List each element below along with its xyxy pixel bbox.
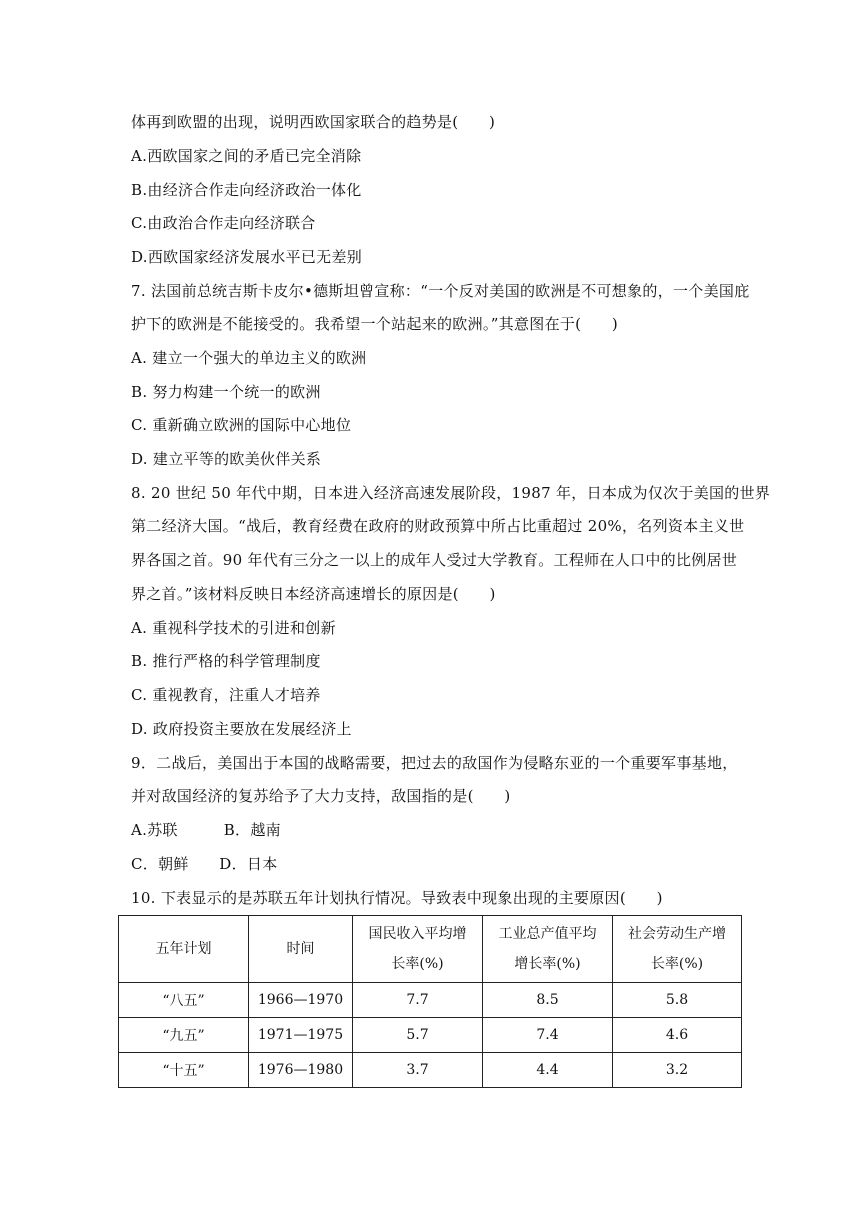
q6-option-c: C.由政治合作走向经济联合 (131, 214, 316, 232)
q6-stem-tail: 体再到欧盟的出现，说明西欧国家联合的趋势是( ) (131, 113, 496, 131)
table-cell: 7.4 (483, 1018, 613, 1053)
header-text: 国民收入平均增 (368, 926, 467, 942)
q9-stem-line-1: 9．二战后，美国出于本国的战略需要，把过去的敌国作为侵略东亚的一个重要军事基地， (131, 754, 738, 772)
q7-stem-line-2: 护下的欧洲是不能接受的。我希望一个站起来的欧洲。”其意图在于( ) (131, 315, 619, 333)
table-cell: 4.6 (613, 1018, 742, 1053)
table-cell: “十五” (119, 1053, 249, 1088)
table-row (119, 1053, 742, 1088)
table-cell: 1966—1970 (249, 983, 353, 1018)
q6-option-b: B.由经济合作走向经济政治一体化 (131, 181, 362, 199)
table-cell: 3.7 (353, 1053, 483, 1088)
q6-option-a: A.西欧国家之间的矛盾已完全消除 (131, 147, 362, 165)
q7-stem-line-1: 7. 法国前总统吉斯卡皮尔•德斯坦曾宣称：“一个反对美国的欧洲是不可想象的，一个美国庇 (131, 282, 750, 300)
q10-stem: 10. 下表显示的是苏联五年计划执行情况。导致表中现象出现的主要原因( ) (131, 889, 663, 907)
table-cell: “九五” (119, 1018, 249, 1053)
header-text: 工业总产值平均 (498, 926, 597, 942)
header-text: 时间 (286, 941, 315, 957)
header-text: 长率(%) (391, 956, 444, 972)
q8-stem-line-3: 界各国之首。90 年代有三分之一以上的成年人受过大学教育。工程师在人口中的比例居世 (131, 551, 738, 569)
table-cell: 3.2 (613, 1053, 742, 1088)
header-text: 五年计划 (155, 941, 212, 957)
table-row (119, 983, 742, 1018)
header-cell-period (249, 916, 353, 983)
table-cell: 5.7 (353, 1018, 483, 1053)
q9-options-ab: A.苏联 B．越南 (131, 821, 281, 839)
q7-option-a: A. 建立一个强大的单边主义的欧洲 (131, 349, 367, 367)
q9-options-cd: C．朝鲜 D．日本 (131, 855, 278, 873)
header-cell-labor-productivity (613, 916, 742, 983)
q9-stem-line-2: 并对敌国经济的复苏给予了大力支持，敌国指的是( ) (131, 787, 511, 805)
header-text: 增长率(%) (514, 956, 581, 972)
table-cell: 5.8 (613, 983, 742, 1018)
table-cell: 4.4 (483, 1053, 613, 1088)
table-cell: 7.7 (353, 983, 483, 1018)
header-text: 社会劳动生产增 (628, 926, 726, 942)
header-cell-national-income (353, 916, 483, 983)
q8-option-c: C. 重视教育，注重人才培养 (131, 686, 321, 704)
q8-option-a: A. 重视科学技术的引进和创新 (131, 619, 336, 637)
q8-stem-line-1: 8. 20 世纪 50 年代中期，日本进入经济高速发展阶段，1987 年，日本成为仅次于美国的世界 (131, 484, 771, 502)
header-cell-plan (119, 916, 249, 983)
table-cell: “八五” (119, 983, 249, 1018)
table-header-row (119, 916, 742, 983)
q8-option-d: D. 政府投资主要放在发展经济上 (131, 720, 352, 738)
table-cell: 8.5 (483, 983, 613, 1018)
q8-stem-line-2: 第二经济大国。“战后，教育经费在政府的财政预算中所占比重超过 20%，名列资本主义世 (131, 517, 745, 535)
q7-option-b: B. 努力构建一个统一的欧洲 (131, 383, 321, 401)
five-year-plan-table (118, 915, 742, 1088)
q7-option-d: D. 建立平等的欧美伙伴关系 (131, 450, 322, 468)
q8-option-b: B. 推行严格的科学管理制度 (131, 652, 321, 670)
table-cell: 1971—1975 (249, 1018, 353, 1053)
header-cell-industrial-output (483, 916, 613, 983)
q8-stem-line-4: 界之首。”该材料反映日本经济高速增长的原因是( ) (131, 585, 496, 603)
table-row (119, 1018, 742, 1053)
q6-option-d: D.西欧国家经济发展水平已无差别 (131, 248, 363, 266)
q7-option-c: C. 重新确立欧洲的国际中心地位 (131, 416, 352, 434)
table-cell: 1976—1980 (249, 1053, 353, 1088)
header-text: 长率(%) (650, 956, 704, 972)
